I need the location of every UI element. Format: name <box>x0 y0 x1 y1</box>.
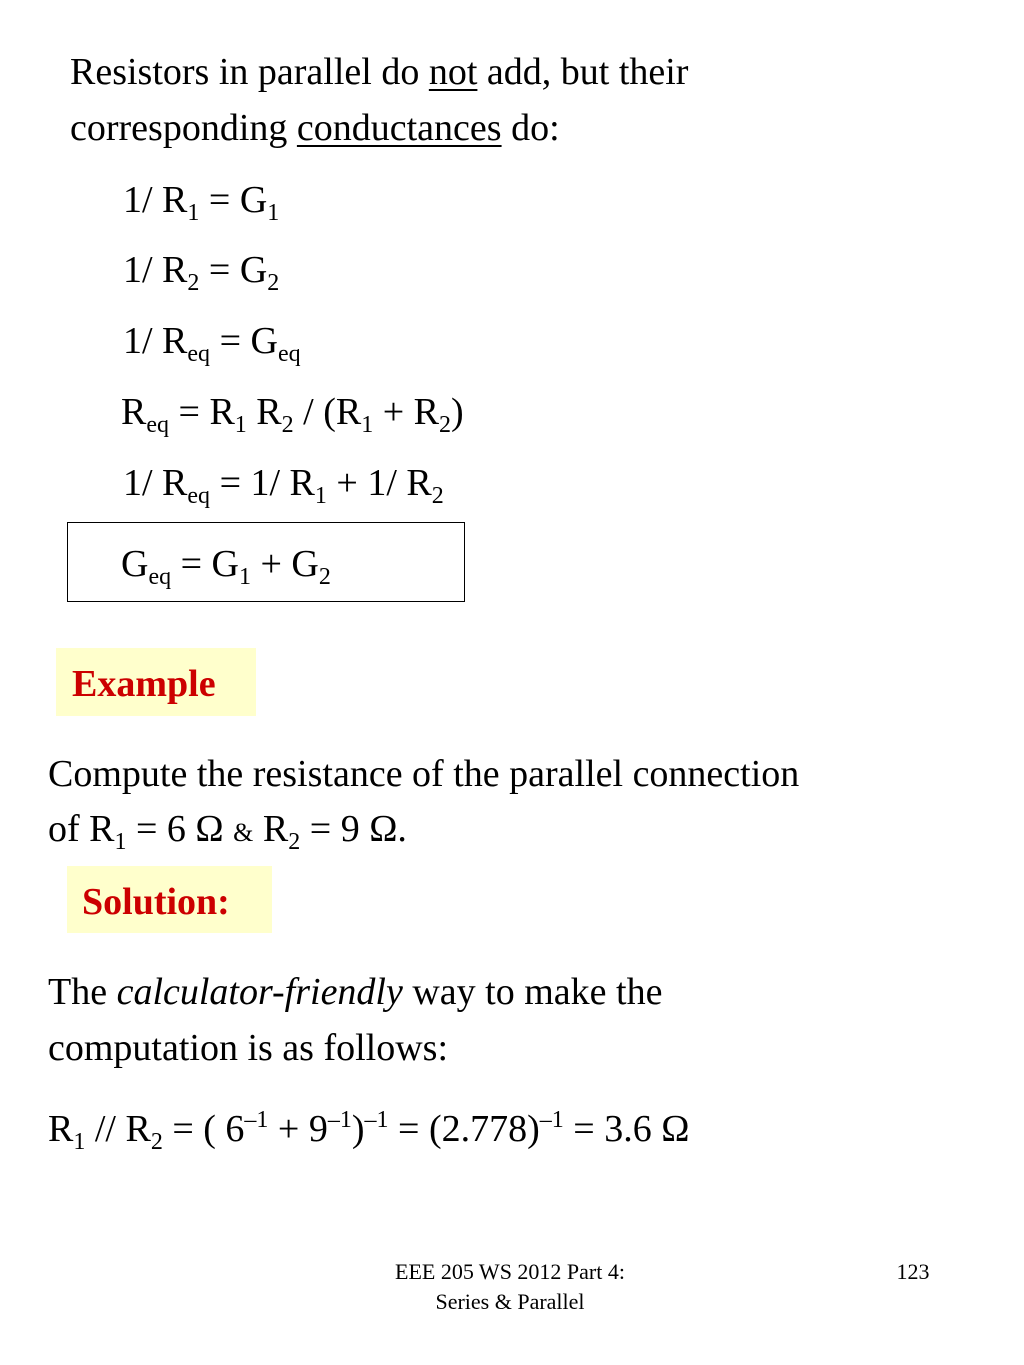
eq-sub: eq <box>187 341 211 367</box>
eq-text: R <box>121 391 147 433</box>
eq-sup: –1 <box>244 1107 269 1133</box>
intro-text: Resistors in parallel do <box>70 51 429 93</box>
eq-text: = G <box>199 179 268 221</box>
eq-sup: –1 <box>539 1107 564 1133</box>
eq-text: = G <box>199 249 268 291</box>
formula-text: = 3.6 Ω <box>563 1108 690 1150</box>
solution-label <box>67 866 272 933</box>
eq-sub: 1 <box>361 412 374 438</box>
footer-course-info <box>340 1257 680 1316</box>
example-label <box>56 648 256 716</box>
formula-text: = (2.778) <box>388 1108 540 1150</box>
example-label-text: Example <box>72 663 216 705</box>
eq-sub: eq <box>277 341 301 367</box>
eq-text: = 1/ R <box>210 462 315 504</box>
eq-text: = G <box>210 320 278 362</box>
eq-sub: eq <box>146 412 170 438</box>
problem-text: R <box>253 808 289 850</box>
example-problem-line-2 <box>48 808 407 855</box>
solution-label-text: Solution: <box>82 881 230 923</box>
eq-text: G <box>121 543 149 585</box>
equation-req-reciprocal <box>123 462 444 509</box>
eq-sub: 2 <box>267 270 280 296</box>
page-number: 123 <box>896 1259 930 1284</box>
equation-geq <box>123 320 301 367</box>
eq-text: R <box>246 391 282 433</box>
eq-sub: 1 <box>234 412 247 438</box>
eq-sub: eq <box>187 483 211 509</box>
intro-line-2 <box>70 109 560 147</box>
solution-text: computation is as follows: <box>48 1027 449 1069</box>
eq-sub: 2 <box>187 270 200 296</box>
problem-text: = 6 Ω <box>126 808 234 850</box>
not-emphasis: not <box>428 51 478 93</box>
eq-sub: 1 <box>73 1129 86 1155</box>
eq-text: 1/ R <box>123 249 188 291</box>
formula-text: = ( 6 <box>162 1108 245 1150</box>
eq-text: + 1/ R <box>326 462 432 504</box>
intro-text: add, but their <box>477 51 689 93</box>
problem-text: Compute the resistance of the parallel connection <box>48 753 800 795</box>
eq-text: = G <box>171 543 239 585</box>
eq-text: ) <box>451 391 464 433</box>
eq-sub: 2 <box>431 483 444 509</box>
eq-sub: 2 <box>150 1129 163 1155</box>
eq-sub: 1 <box>238 564 251 590</box>
eq-sub: eq <box>148 564 172 590</box>
formula-text: ) <box>351 1108 365 1150</box>
intro-text: corresponding <box>70 107 297 149</box>
solution-formula <box>48 1107 690 1155</box>
footer-line-2: Series & Parallel <box>435 1288 585 1314</box>
solution-text: way to make the <box>402 971 663 1013</box>
example-problem-line-1 <box>48 755 799 793</box>
intro-line-1 <box>70 53 688 91</box>
formula-text: // R <box>85 1108 151 1150</box>
eq-sub: 2 <box>318 564 331 590</box>
eq-sub: 1 <box>314 483 327 509</box>
eq-sub: 1 <box>267 200 280 226</box>
eq-sub: 1 <box>114 829 127 855</box>
ampersand: & <box>233 818 254 847</box>
boxed-equation-geq <box>121 543 331 590</box>
equation-req-product <box>121 391 464 438</box>
equation-g2 <box>123 249 280 296</box>
formula-text: + 9 <box>268 1108 328 1150</box>
eq-sub: 2 <box>281 412 294 438</box>
eq-sub: 2 <box>439 412 451 438</box>
solution-line-2 <box>48 1029 448 1067</box>
footer-line-1: EEE 205 WS 2012 Part 4: <box>395 1259 625 1284</box>
conductances-emphasis: conductances <box>296 107 502 149</box>
eq-text: / (R <box>293 391 362 433</box>
eq-sup: –1 <box>327 1107 352 1133</box>
problem-text: of R <box>48 808 115 850</box>
intro-text: do: <box>501 107 560 149</box>
eq-text: 1/ R <box>123 320 188 362</box>
solution-text: The <box>48 971 117 1013</box>
problem-text: = 9 Ω. <box>300 808 407 850</box>
eq-sub: 1 <box>187 200 200 226</box>
calculator-friendly-emphasis: calculator-friendly <box>116 971 403 1013</box>
eq-sub: 2 <box>288 829 301 855</box>
eq-text: + R <box>373 391 439 433</box>
solution-line-1 <box>48 973 662 1011</box>
formula-text: R <box>48 1108 74 1150</box>
equation-g1 <box>123 179 280 226</box>
eq-text: + G <box>250 543 319 585</box>
eq-sup: –1 <box>364 1107 389 1133</box>
eq-text: 1/ R <box>123 462 188 504</box>
eq-text: = R <box>169 391 235 433</box>
eq-text: 1/ R <box>123 179 188 221</box>
